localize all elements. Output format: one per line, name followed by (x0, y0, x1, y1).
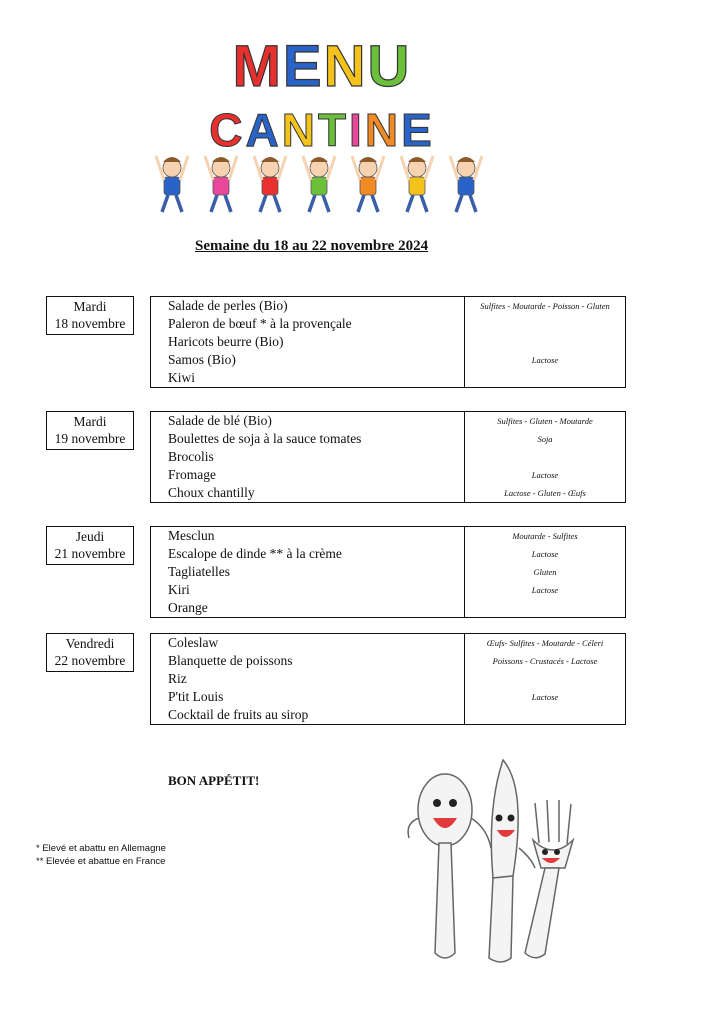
fork-icon (535, 800, 571, 844)
spoon-icon (418, 774, 472, 846)
dish-item: Mesclun (168, 528, 215, 543)
day-label-box (46, 633, 134, 672)
dish-item: Cocktail de fruits au sirop (168, 707, 309, 722)
menu-title-art (233, 34, 412, 99)
dish-item: Salade de blé (Bio) (168, 413, 272, 428)
allergen-column (465, 527, 625, 617)
day-date: 22 novembre (54, 653, 126, 668)
day-date: 19 novembre (54, 431, 126, 446)
dish-item: Kiri (168, 582, 190, 597)
allergen-info (465, 333, 625, 351)
day-name: Mardi (73, 414, 107, 429)
allergen-info: Gluten (533, 567, 557, 577)
child-figure (450, 156, 482, 212)
day-menu-table (150, 296, 626, 388)
allergen-info: Œufs- Sulfites - Moutarde - Céleri (486, 638, 604, 648)
child-figure (156, 156, 188, 212)
cutlery-mascot-illustration (395, 748, 595, 968)
allergen-column (465, 412, 625, 502)
day-menu-table (150, 633, 626, 725)
title-letter: C (209, 104, 246, 156)
dish-column (151, 297, 465, 387)
dish-column (151, 527, 465, 617)
child-figure (401, 156, 433, 212)
day-label-box (46, 411, 134, 450)
dish-item: Kiwi (168, 370, 195, 385)
child-figure (352, 156, 384, 212)
allergen-info: Lactose (531, 355, 559, 365)
day-date: 18 novembre (54, 316, 126, 331)
allergen-info: Sulfites - Moutarde - Poisson - Gluten (480, 301, 610, 311)
title-letter: T (317, 104, 350, 156)
dish-item: Escalope de dinde ** à la crème (168, 546, 342, 561)
cantine-title-art (209, 104, 435, 156)
day-date: 21 novembre (54, 546, 126, 561)
child-figure (205, 156, 237, 212)
dish-item: P'tit Louis (168, 689, 224, 704)
dish-item: Samos (Bio) (168, 352, 236, 367)
allergen-info: Lactose (531, 692, 559, 702)
allergen-info: Sulfites - Gluten - Moutarde (497, 416, 593, 426)
allergen-info (465, 315, 625, 333)
dish-column (151, 412, 465, 502)
allergen-info (465, 448, 625, 466)
allergen-info: Soja (537, 434, 553, 444)
allergen-info: Lactose - Gluten - Œufs (504, 488, 586, 498)
dish-item: Orange (168, 600, 208, 615)
allergen-info: Poissons - Crustacés - Lactose (492, 656, 598, 666)
menu-cantine-header-illustration (150, 28, 495, 218)
allergen-info (465, 706, 625, 724)
dish-item: Brocolis (168, 449, 214, 464)
day-name: Mardi (73, 299, 107, 314)
child-figure (254, 156, 286, 212)
day-label-box (46, 526, 134, 565)
footnote-1: * Elevé et abattu en Allemagne (36, 843, 166, 854)
dish-item: Tagliatelles (168, 564, 231, 579)
allergen-info (465, 369, 625, 387)
title-letter: N (281, 104, 318, 156)
dish-item: Haricots beurre (Bio) (168, 334, 284, 349)
title-letter: A (245, 104, 282, 156)
dish-item: Choux chantilly (168, 485, 255, 500)
allergen-info: Lactose (531, 470, 559, 480)
day-name: Vendredi (65, 636, 115, 651)
dish-item: Coleslaw (168, 635, 219, 650)
title-letter: I (349, 104, 365, 156)
footnotes (36, 842, 166, 868)
title-letter: E (401, 104, 435, 156)
dish-item: Paleron de bœuf * à la provençale (168, 316, 352, 331)
day-menu-table (150, 526, 626, 618)
title-letter: N (364, 104, 402, 156)
allergen-column (465, 634, 625, 724)
day-menu-table (150, 411, 626, 503)
allergen-info: Lactose (531, 549, 559, 559)
allergen-column (465, 297, 625, 387)
title-letter: E (282, 34, 324, 99)
title-letter: M (232, 34, 283, 99)
dish-item: Boulettes de soja à la sauce tomates (168, 431, 362, 446)
allergen-info: Lactose (531, 585, 559, 595)
title-letter: U (367, 34, 412, 99)
dish-item: Salade de perles (Bio) (168, 298, 288, 313)
week-title: Semaine du 18 au 22 novembre 2024 (195, 238, 429, 254)
children-illustration (156, 156, 482, 212)
title-letter: N (323, 34, 368, 99)
dish-item: Fromage (168, 467, 216, 482)
dish-item: Riz (168, 671, 187, 686)
day-name: Jeudi (75, 529, 105, 544)
dish-column (151, 634, 465, 724)
allergen-info (465, 599, 625, 617)
day-label-box (46, 296, 134, 335)
allergen-info (465, 670, 625, 688)
footnote-2: ** Elevée et abattue en France (36, 856, 166, 867)
allergen-info: Moutarde - Sulfites (512, 531, 578, 541)
child-figure (303, 156, 335, 212)
bon-appetit: BON APPÉTIT! (168, 773, 260, 788)
dish-item: Blanquette de poissons (168, 653, 293, 668)
